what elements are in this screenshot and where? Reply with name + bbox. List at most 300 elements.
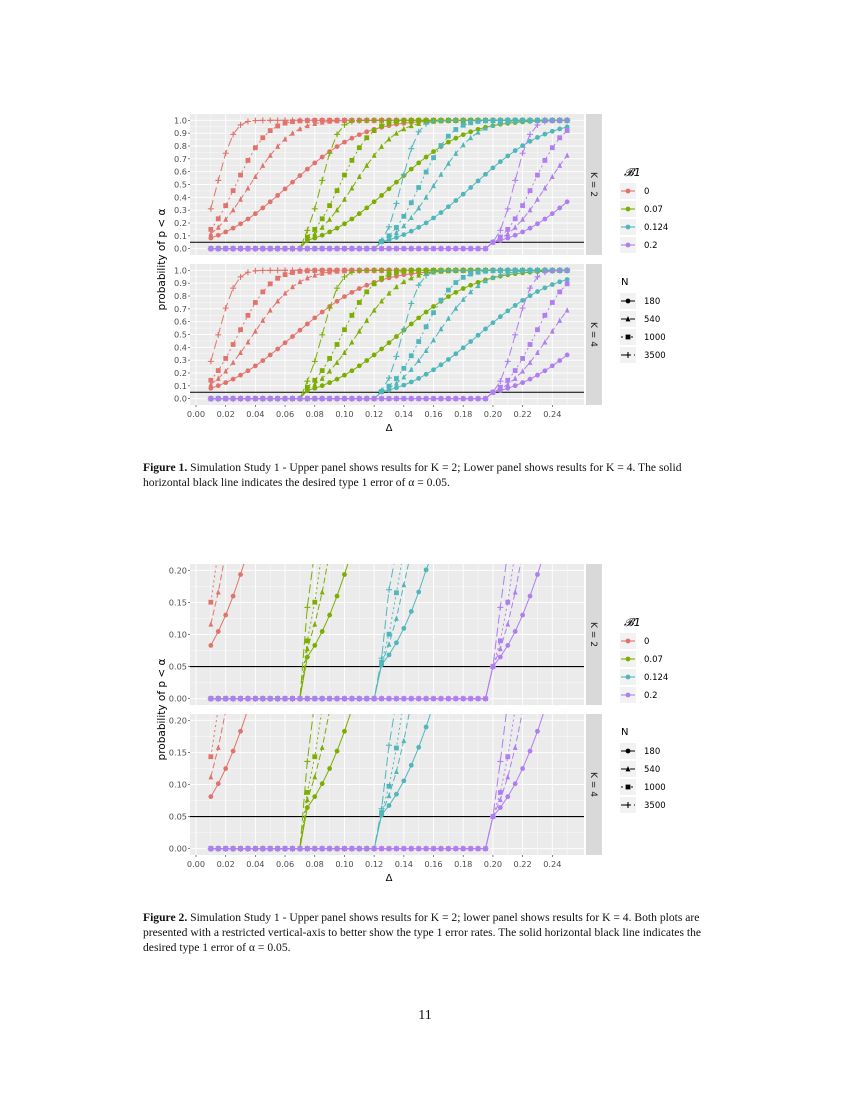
- data-point-b1-0-n-0: [238, 221, 243, 226]
- data-point-b1-3-n-2: [535, 327, 540, 332]
- legend-key-point: [626, 657, 631, 662]
- data-point-b1-2-n-0: [565, 277, 570, 282]
- data-point-b1-1-n-2: [305, 638, 310, 643]
- x-axis-title: Δ: [385, 873, 393, 884]
- data-point-b1-0-n-0: [335, 299, 340, 304]
- data-point-b1-1-n-0: [394, 334, 399, 339]
- x-tick-label: 0.16: [424, 409, 443, 419]
- data-point-b1-2-n-2: [394, 590, 399, 595]
- data-point-b1-3-n-0: [513, 629, 518, 634]
- data-point-b1-1-n-0: [424, 310, 429, 315]
- data-point-b1-2-n-2: [439, 298, 444, 303]
- data-point-b1-2-n-2: [394, 376, 399, 381]
- data-point-b1-3-n-0: [535, 373, 540, 378]
- x-tick-label: 0.02: [216, 409, 235, 419]
- y-tick-label: 0.8: [173, 141, 187, 152]
- data-point-b1-2-n-0: [505, 154, 510, 159]
- data-point-b1-1-n-0: [349, 217, 354, 222]
- data-point-b1-0-n-0: [223, 766, 228, 771]
- data-point-b1-3-n-2: [520, 203, 525, 208]
- data-point-b1-1-n-2: [364, 289, 369, 294]
- data-point-b1-2-n-0: [387, 803, 392, 808]
- data-point-b1-1-n-0: [342, 373, 347, 378]
- data-point-b1-3-n-0: [557, 358, 562, 363]
- data-point-b1-3-n-0: [498, 655, 503, 660]
- y-tick-label: 0.3: [173, 355, 187, 366]
- data-point-b1-1-n-0: [379, 347, 384, 352]
- data-point-b1-1-n-0: [468, 283, 473, 288]
- legend-color-label: 0.124: [644, 223, 669, 233]
- data-point-b1-2-n-2: [424, 324, 429, 329]
- data-point-b1-0-n-2: [268, 128, 273, 133]
- data-point-b1-3-n-0: [528, 377, 533, 382]
- data-point-b1-1-n-0: [342, 729, 347, 734]
- legend-key-point: [626, 693, 631, 698]
- x-tick-label: 0.18: [454, 859, 473, 869]
- data-point-b1-0-n-0: [298, 173, 303, 178]
- y-tick-label: 0.1: [173, 230, 187, 241]
- legend-shape-label: 180: [644, 297, 661, 307]
- figure-1-chart: [0, 100, 850, 450]
- data-point-b1-2-n-2: [394, 225, 399, 230]
- data-point-b1-1-n-0: [327, 613, 332, 618]
- data-point-b1-0-n-0: [216, 233, 221, 238]
- data-point-b1-0-n-0: [283, 186, 288, 191]
- legend-key-point: [626, 207, 631, 212]
- data-point-b1-0-n-2: [238, 327, 243, 332]
- data-point-b1-2-n-0: [535, 135, 540, 140]
- data-point-b1-1-n-2: [357, 145, 362, 150]
- data-point-b1-1-n-2: [327, 203, 332, 208]
- x-tick-label: 0.10: [335, 859, 354, 869]
- data-point-b1-2-n-0: [424, 220, 429, 225]
- data-point-b1-0-n-0: [312, 161, 317, 166]
- data-point-b1-3-n-0: [565, 199, 570, 204]
- x-tick-label: 0.06: [275, 859, 295, 869]
- data-point-b1-3-n-0: [520, 380, 525, 385]
- legend-color-title: 𝓑1: [624, 616, 641, 629]
- y-tick-label: 0.8: [173, 291, 187, 302]
- facet-label: K = 4: [588, 772, 598, 797]
- data-point-b1-1-n-0: [431, 304, 436, 309]
- data-point-b1-1-n-0: [409, 322, 414, 327]
- legend-key-shape: [626, 749, 631, 754]
- legend-color-label: 0.07: [644, 205, 663, 215]
- x-tick-label: 0.12: [365, 409, 384, 419]
- x-tick-label: 0.10: [335, 409, 354, 419]
- panel-k4: [169, 701, 602, 884]
- x-tick-label: 0.06: [275, 409, 295, 419]
- panel-k2: [174, 114, 602, 255]
- data-point-b1-1-n-0: [468, 129, 473, 134]
- data-point-b1-2-n-0: [557, 279, 562, 284]
- y-tick-label: 0.00: [168, 843, 187, 854]
- data-point-b1-3-n-0: [513, 383, 518, 388]
- data-point-b1-0-n-0: [283, 340, 288, 345]
- figure-2-caption-label: Figure 2.: [143, 911, 188, 924]
- data-point-b1-2-n-0: [550, 129, 555, 134]
- data-point-b1-2-n-2: [387, 233, 392, 238]
- legend-shape-title: N: [621, 277, 629, 288]
- data-point-b1-2-n-0: [476, 333, 481, 338]
- y-tick-label: 0.7: [173, 303, 187, 314]
- data-point-b1-3-n-2: [565, 281, 570, 286]
- data-point-b1-3-n-2: [528, 342, 533, 347]
- data-point-b1-1-n-2: [372, 128, 377, 133]
- x-tick-label: 0.22: [513, 859, 532, 869]
- facet-label: K = 2: [588, 622, 598, 647]
- data-point-b1-1-n-0: [320, 781, 325, 786]
- legend-color-label: 0.07: [644, 655, 663, 665]
- y-tick-label: 0.15: [168, 597, 187, 608]
- y-tick-label: 0.2: [173, 367, 187, 378]
- data-point-b1-2-n-0: [461, 192, 466, 197]
- data-point-b1-0-n-2: [275, 276, 280, 281]
- legend-shape-label: 540: [644, 315, 661, 325]
- data-point-b1-1-n-0: [416, 161, 421, 166]
- data-point-b1-1-n-0: [335, 749, 340, 754]
- data-point-b1-0-n-0: [364, 129, 369, 134]
- figure-1-caption-label: Figure 1.: [143, 461, 188, 474]
- legend-key-point: [626, 225, 631, 230]
- data-point-b1-1-n-2: [335, 342, 340, 347]
- data-point-b1-0-n-0: [223, 380, 228, 385]
- legend-color-label: 0.2: [644, 691, 658, 701]
- data-point-b1-3-n-2: [535, 173, 540, 178]
- data-point-b1-1-n-0: [342, 572, 347, 577]
- data-point-b1-2-n-0: [394, 385, 399, 390]
- data-point-b1-3-n-0: [520, 230, 525, 235]
- y-tick-label: 0.9: [173, 278, 187, 289]
- data-point-b1-0-n-0: [290, 180, 295, 185]
- data-point-b1-2-n-0: [468, 339, 473, 344]
- data-point-b1-1-n-2: [342, 327, 347, 332]
- data-point-b1-3-n-2: [498, 790, 503, 795]
- data-point-b1-2-n-2: [446, 288, 451, 293]
- data-point-b1-1-n-0: [387, 340, 392, 345]
- y-tick-label: 1.0: [173, 115, 187, 126]
- legend-key-point: [626, 639, 631, 644]
- data-point-b1-2-n-0: [431, 216, 436, 221]
- x-tick-label: 0.20: [483, 859, 503, 869]
- data-point-b1-1-n-0: [453, 136, 458, 141]
- x-tick-label: 0.14: [394, 409, 413, 419]
- data-point-b1-1-n-2: [327, 356, 332, 361]
- data-point-b1-0-n-0: [260, 206, 265, 211]
- y-tick-label: 0.05: [168, 811, 187, 822]
- figure-2-chart: [0, 550, 850, 900]
- data-point-b1-1-n-0: [461, 286, 466, 291]
- data-point-b1-1-n-0: [409, 167, 414, 172]
- data-point-b1-0-n-0: [238, 572, 243, 577]
- data-point-b1-2-n-2: [401, 366, 406, 371]
- data-point-b1-1-n-0: [416, 315, 421, 320]
- data-point-b1-0-n-2: [231, 342, 236, 347]
- data-point-b1-2-n-0: [401, 232, 406, 237]
- data-point-b1-3-n-0: [535, 729, 540, 734]
- x-tick-label: 0.04: [246, 859, 265, 869]
- data-point-b1-3-n-2: [557, 289, 562, 294]
- x-tick-label: 0.02: [216, 859, 235, 869]
- data-point-b1-1-n-2: [364, 135, 369, 140]
- data-point-b1-2-n-0: [542, 285, 547, 290]
- data-point-b1-2-n-2: [453, 127, 458, 132]
- legend-color-title: 𝓑1: [624, 166, 641, 179]
- data-point-b1-0-n-0: [231, 594, 236, 599]
- data-point-b1-3-n-0: [565, 353, 570, 358]
- x-tick-label: 0.04: [246, 409, 265, 419]
- data-point-b1-3-n-0: [513, 781, 518, 786]
- data-point-b1-2-n-0: [520, 298, 525, 303]
- panel-k2: [169, 551, 602, 705]
- legend-key-point: [626, 189, 631, 194]
- data-point-b1-1-n-0: [372, 353, 377, 358]
- x-tick-label: 0.16: [424, 859, 443, 869]
- x-tick-label: 0.00: [186, 859, 206, 869]
- panel-k4: [174, 264, 602, 434]
- data-point-b1-3-n-0: [557, 206, 562, 211]
- y-tick-label: 0.5: [173, 329, 187, 340]
- data-point-b1-3-n-0: [520, 613, 525, 618]
- data-point-b1-0-n-0: [208, 794, 213, 799]
- data-point-b1-2-n-0: [446, 357, 451, 362]
- data-point-b1-0-n-2: [223, 356, 228, 361]
- data-point-b1-3-n-2: [542, 313, 547, 318]
- data-point-b1-3-n-0: [505, 643, 510, 648]
- data-point-b1-2-n-2: [431, 310, 436, 315]
- data-point-b1-0-n-0: [216, 629, 221, 634]
- data-point-b1-1-n-0: [335, 377, 340, 382]
- data-point-b1-0-n-0: [208, 643, 213, 648]
- data-point-b1-2-n-0: [394, 792, 399, 797]
- data-point-b1-2-n-0: [416, 376, 421, 381]
- y-tick-label: 0.20: [168, 715, 187, 726]
- data-point-b1-1-n-0: [364, 206, 369, 211]
- data-point-b1-2-n-2: [387, 784, 392, 789]
- data-point-b1-1-n-2: [312, 378, 317, 383]
- legend-key-point: [626, 243, 631, 248]
- data-point-b1-0-n-0: [223, 613, 228, 618]
- data-point-b1-3-n-2: [505, 600, 510, 605]
- data-point-b1-1-n-2: [305, 790, 310, 795]
- data-point-b1-1-n-0: [446, 294, 451, 299]
- data-point-b1-1-n-0: [312, 794, 317, 799]
- legend-shape-label: 180: [644, 747, 661, 757]
- data-point-b1-2-n-0: [520, 143, 525, 148]
- data-point-b1-1-n-0: [312, 643, 317, 648]
- data-point-b1-3-n-2: [513, 216, 518, 221]
- data-point-b1-0-n-0: [231, 377, 236, 382]
- data-point-b1-0-n-0: [305, 322, 310, 327]
- data-point-b1-2-n-0: [468, 185, 473, 190]
- x-tick-label: 0.20: [483, 409, 503, 419]
- data-point-b1-3-n-0: [550, 211, 555, 216]
- data-point-b1-2-n-2: [409, 200, 414, 205]
- data-point-b1-1-n-0: [453, 290, 458, 295]
- y-tick-label: 0.9: [173, 128, 187, 139]
- data-point-b1-2-n-2: [431, 155, 436, 160]
- data-point-b1-2-n-2: [409, 353, 414, 358]
- y-tick-label: 0.00: [168, 693, 187, 704]
- data-point-b1-0-n-2: [246, 158, 251, 163]
- data-point-b1-2-n-0: [483, 327, 488, 332]
- data-point-b1-2-n-0: [542, 132, 547, 137]
- data-point-b1-2-n-0: [446, 204, 451, 209]
- x-tick-label: 0.24: [543, 859, 562, 869]
- data-point-b1-3-n-0: [520, 766, 525, 771]
- data-point-b1-3-n-0: [505, 236, 510, 241]
- data-point-b1-2-n-0: [483, 172, 488, 177]
- data-point-b1-0-n-0: [268, 353, 273, 358]
- data-point-b1-0-n-0: [231, 226, 236, 231]
- legend-color-label: 0.124: [644, 673, 669, 683]
- data-point-b1-2-n-0: [453, 198, 458, 203]
- data-point-b1-1-n-2: [305, 235, 310, 240]
- data-point-b1-2-n-0: [461, 345, 466, 350]
- data-point-b1-0-n-2: [260, 289, 265, 294]
- data-point-b1-0-n-0: [216, 781, 221, 786]
- data-point-b1-3-n-2: [505, 378, 510, 383]
- legend-shape-label: 3500: [644, 801, 666, 811]
- data-point-b1-0-n-2: [260, 135, 265, 140]
- x-tick-label: 0.18: [454, 409, 473, 419]
- data-point-b1-0-n-0: [246, 217, 251, 222]
- data-point-b1-2-n-0: [409, 380, 414, 385]
- data-point-b1-3-n-0: [528, 226, 533, 231]
- data-point-b1-1-n-0: [320, 629, 325, 634]
- data-point-b1-2-n-0: [416, 745, 421, 750]
- data-point-b1-1-n-2: [379, 276, 384, 281]
- data-point-b1-2-n-0: [409, 229, 414, 234]
- legend-key-shape: [626, 785, 631, 790]
- data-point-b1-3-n-2: [542, 158, 547, 163]
- data-point-b1-3-n-0: [542, 368, 547, 373]
- data-point-b1-1-n-0: [394, 180, 399, 185]
- data-point-b1-2-n-2: [461, 275, 466, 280]
- legend-color-label: 0: [644, 187, 650, 197]
- data-point-b1-2-n-0: [416, 225, 421, 230]
- legend-shape-title: N: [621, 727, 629, 738]
- data-point-b1-0-n-2: [238, 173, 243, 178]
- data-point-b1-0-n-0: [320, 310, 325, 315]
- data-point-b1-1-n-0: [349, 368, 354, 373]
- data-point-b1-0-n-0: [357, 286, 362, 291]
- data-point-b1-0-n-0: [208, 236, 213, 241]
- y-axis-title: probability of p < α: [156, 658, 168, 761]
- data-point-b1-1-n-2: [349, 313, 354, 318]
- data-point-b1-2-n-2: [416, 339, 421, 344]
- data-point-b1-0-n-2: [253, 300, 258, 305]
- data-point-b1-2-n-2: [453, 280, 458, 285]
- data-point-b1-0-n-0: [342, 140, 347, 145]
- data-point-b1-1-n-0: [327, 230, 332, 235]
- data-point-b1-2-n-2: [446, 134, 451, 139]
- legend-color-label: 0.2: [644, 241, 658, 251]
- data-point-b1-2-n-0: [416, 590, 421, 595]
- data-point-b1-2-n-0: [424, 725, 429, 730]
- data-point-b1-0-n-0: [253, 211, 258, 216]
- data-point-b1-1-n-0: [387, 186, 392, 191]
- data-point-b1-3-n-0: [550, 363, 555, 368]
- data-point-b1-0-n-0: [357, 132, 362, 137]
- data-point-b1-2-n-0: [394, 235, 399, 240]
- facet-label: K = 4: [588, 322, 598, 347]
- data-point-b1-1-n-0: [335, 226, 340, 231]
- y-tick-label: 0.0: [173, 243, 187, 254]
- data-point-b1-1-n-2: [372, 281, 377, 286]
- data-point-b1-0-n-0: [290, 334, 295, 339]
- y-tick-label: 0.5: [173, 179, 187, 190]
- legend-shape-label: 1000: [644, 783, 666, 793]
- data-point-b1-2-n-0: [498, 314, 503, 319]
- data-point-b1-2-n-0: [387, 652, 392, 657]
- data-point-b1-2-n-0: [424, 372, 429, 377]
- data-point-b1-1-n-0: [357, 363, 362, 368]
- data-point-b1-0-n-0: [349, 290, 354, 295]
- data-point-b1-2-n-0: [431, 367, 436, 372]
- data-point-b1-1-n-2: [335, 188, 340, 193]
- data-point-b1-3-n-2: [550, 145, 555, 150]
- legend-color-label: 0: [644, 637, 650, 647]
- data-point-b1-0-n-0: [312, 315, 317, 320]
- data-point-b1-0-n-0: [253, 363, 258, 368]
- data-point-b1-2-n-0: [528, 293, 533, 298]
- legend-key-point: [626, 675, 631, 680]
- data-point-b1-3-n-2: [528, 188, 533, 193]
- data-point-b1-2-n-2: [424, 170, 429, 175]
- legend-shape-label: 1000: [644, 333, 666, 343]
- y-tick-label: 1.0: [173, 265, 187, 276]
- data-point-b1-3-n-2: [513, 368, 518, 373]
- data-point-b1-3-n-2: [498, 638, 503, 643]
- data-point-b1-0-n-2: [223, 203, 228, 208]
- y-tick-label: 0.7: [173, 153, 187, 164]
- data-point-b1-0-n-2: [268, 281, 273, 286]
- data-point-b1-1-n-0: [372, 199, 377, 204]
- x-tick-label: 0.00: [186, 409, 206, 419]
- data-point-b1-3-n-0: [505, 794, 510, 799]
- data-point-b1-1-n-2: [342, 173, 347, 178]
- data-point-b1-0-n-2: [208, 378, 213, 383]
- y-tick-label: 0.4: [173, 342, 187, 353]
- data-point-b1-1-n-0: [357, 211, 362, 216]
- y-tick-label: 0.4: [173, 192, 187, 203]
- data-point-b1-0-n-0: [231, 749, 236, 754]
- data-point-b1-1-n-0: [461, 132, 466, 137]
- data-point-b1-1-n-2: [320, 368, 325, 373]
- data-point-b1-0-n-0: [320, 155, 325, 160]
- legend-key-shape: [626, 335, 631, 340]
- data-point-b1-2-n-0: [409, 763, 414, 768]
- y-tick-label: 0.1: [173, 380, 187, 391]
- y-tick-label: 0.15: [168, 747, 187, 758]
- data-point-b1-2-n-0: [401, 626, 406, 631]
- data-point-b1-2-n-2: [394, 746, 399, 751]
- data-point-b1-1-n-0: [424, 155, 429, 160]
- data-point-b1-0-n-0: [305, 167, 310, 172]
- data-point-b1-3-n-0: [513, 233, 518, 238]
- x-tick-label: 0.22: [513, 409, 532, 419]
- data-point-b1-1-n-0: [320, 383, 325, 388]
- data-point-b1-3-n-2: [498, 385, 503, 390]
- data-point-b1-0-n-0: [364, 283, 369, 288]
- data-point-b1-1-n-0: [342, 221, 347, 226]
- data-point-b1-2-n-2: [461, 123, 466, 128]
- data-point-b1-3-n-2: [520, 356, 525, 361]
- data-point-b1-0-n-2: [208, 600, 213, 605]
- legend: [620, 616, 668, 813]
- data-point-b1-1-n-2: [349, 158, 354, 163]
